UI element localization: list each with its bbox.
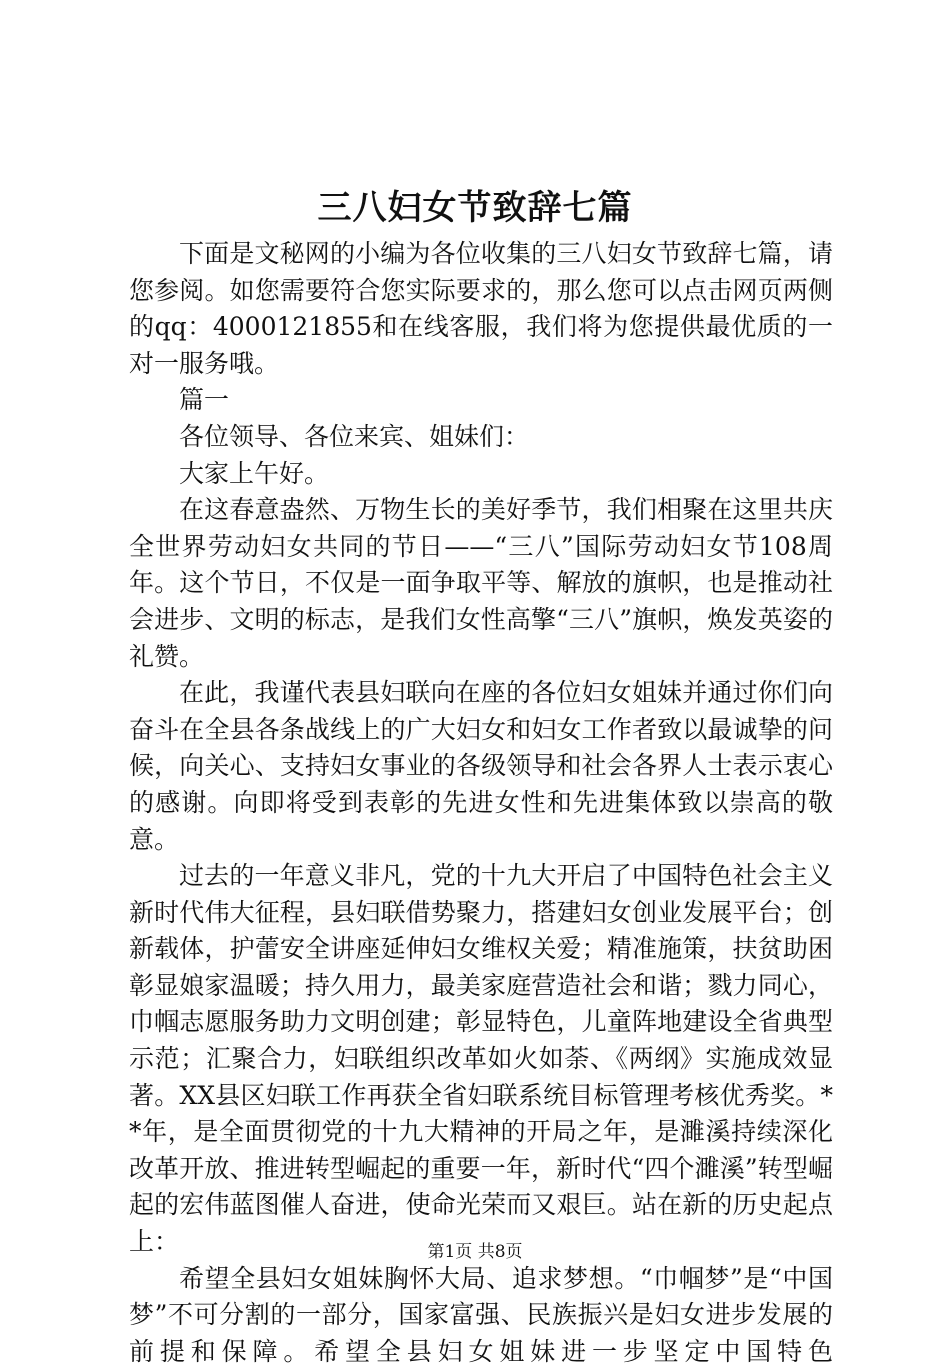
paragraph-hope: 希望全县妇女姐妹胸怀大局、追求梦想。“巾帼梦”是“中国梦”不可分割的一部分，国家富强、民族振兴是妇女进步发展的前提和保障。希望全县妇女姐妹进一步坚定中国特色 [129, 1263, 833, 1366]
paragraph-intro: 下面是文秘网的小编为各位收集的三八妇女节致辞七篇，请您参阅。如您需要符合您实际要求的，那么您可以点击网页两侧的qq：4000121855和在线客服，我们将为您提供最优质的一对一服务哦。 [129, 239, 833, 378]
document-body [129, 236, 833, 1370]
paragraph-salutation: 各位领导、各位来宾、姐妹们： [179, 421, 530, 451]
page-footer: 第1页 共8页 [427, 1242, 523, 1262]
paragraph-section-heading: 篇一 [179, 385, 230, 415]
paragraph-festival: 在这春意盎然、万物生长的美好季节，我们相聚在这里共庆全世界劳动妇女共同的节日——“三八”国际劳动妇女节108周年。这个节日，不仅是一面争取平等、解放的旗帜，也是推动社会进步、文明的标志，是我们女性高擎“三八”旗帜，焕发英姿的礼赞。 [129, 495, 833, 671]
paragraph-regards: 在此，我谨代表县妇联向在座的各位妇女姐妹并通过你们向奋斗在全县各条战线上的广大妇女和妇女工作者致以最诚挚的问候，向关心、支持妇女事业的各级领导和社会各界人士表示衷心的感谢。向即将受到表彰的先进女性和先进集体致以崇高的敬意。 [129, 678, 833, 854]
document-title: 三八妇女节致辞七篇 [317, 188, 633, 228]
paragraph-greeting: 大家上午好。 [179, 458, 330, 488]
paragraph-review: 过去的一年意义非凡，党的十九大开启了中国特色社会主义新时代伟大征程，县妇联借势聚力，搭建妇女创业发展平台；创新载体，护蕾安全讲座延伸妇女维权关爱；精准施策，扶贫助困彰显娘家温暖；持久用力，最美家庭营造社会和谐；戮力同心，巾帼志愿服务助力文明创建；彰显特色，儿童阵地建设全省典型示范；汇聚合力，妇联组织改革如火如荼、《两纲》实施成效显著。XX县区妇联工作再获全省妇联系统目标管理考核优秀奖。**年，是全面贯彻党的十九大精神的开局之年，是濉溪持续深化改革开放、推进转型崛起的重要一年，新时代“四个濉溪”转型崛起的宏伟蓝图催人奋进，使命光荣而又艰巨。站在新的历史起点上： [129, 861, 833, 1257]
